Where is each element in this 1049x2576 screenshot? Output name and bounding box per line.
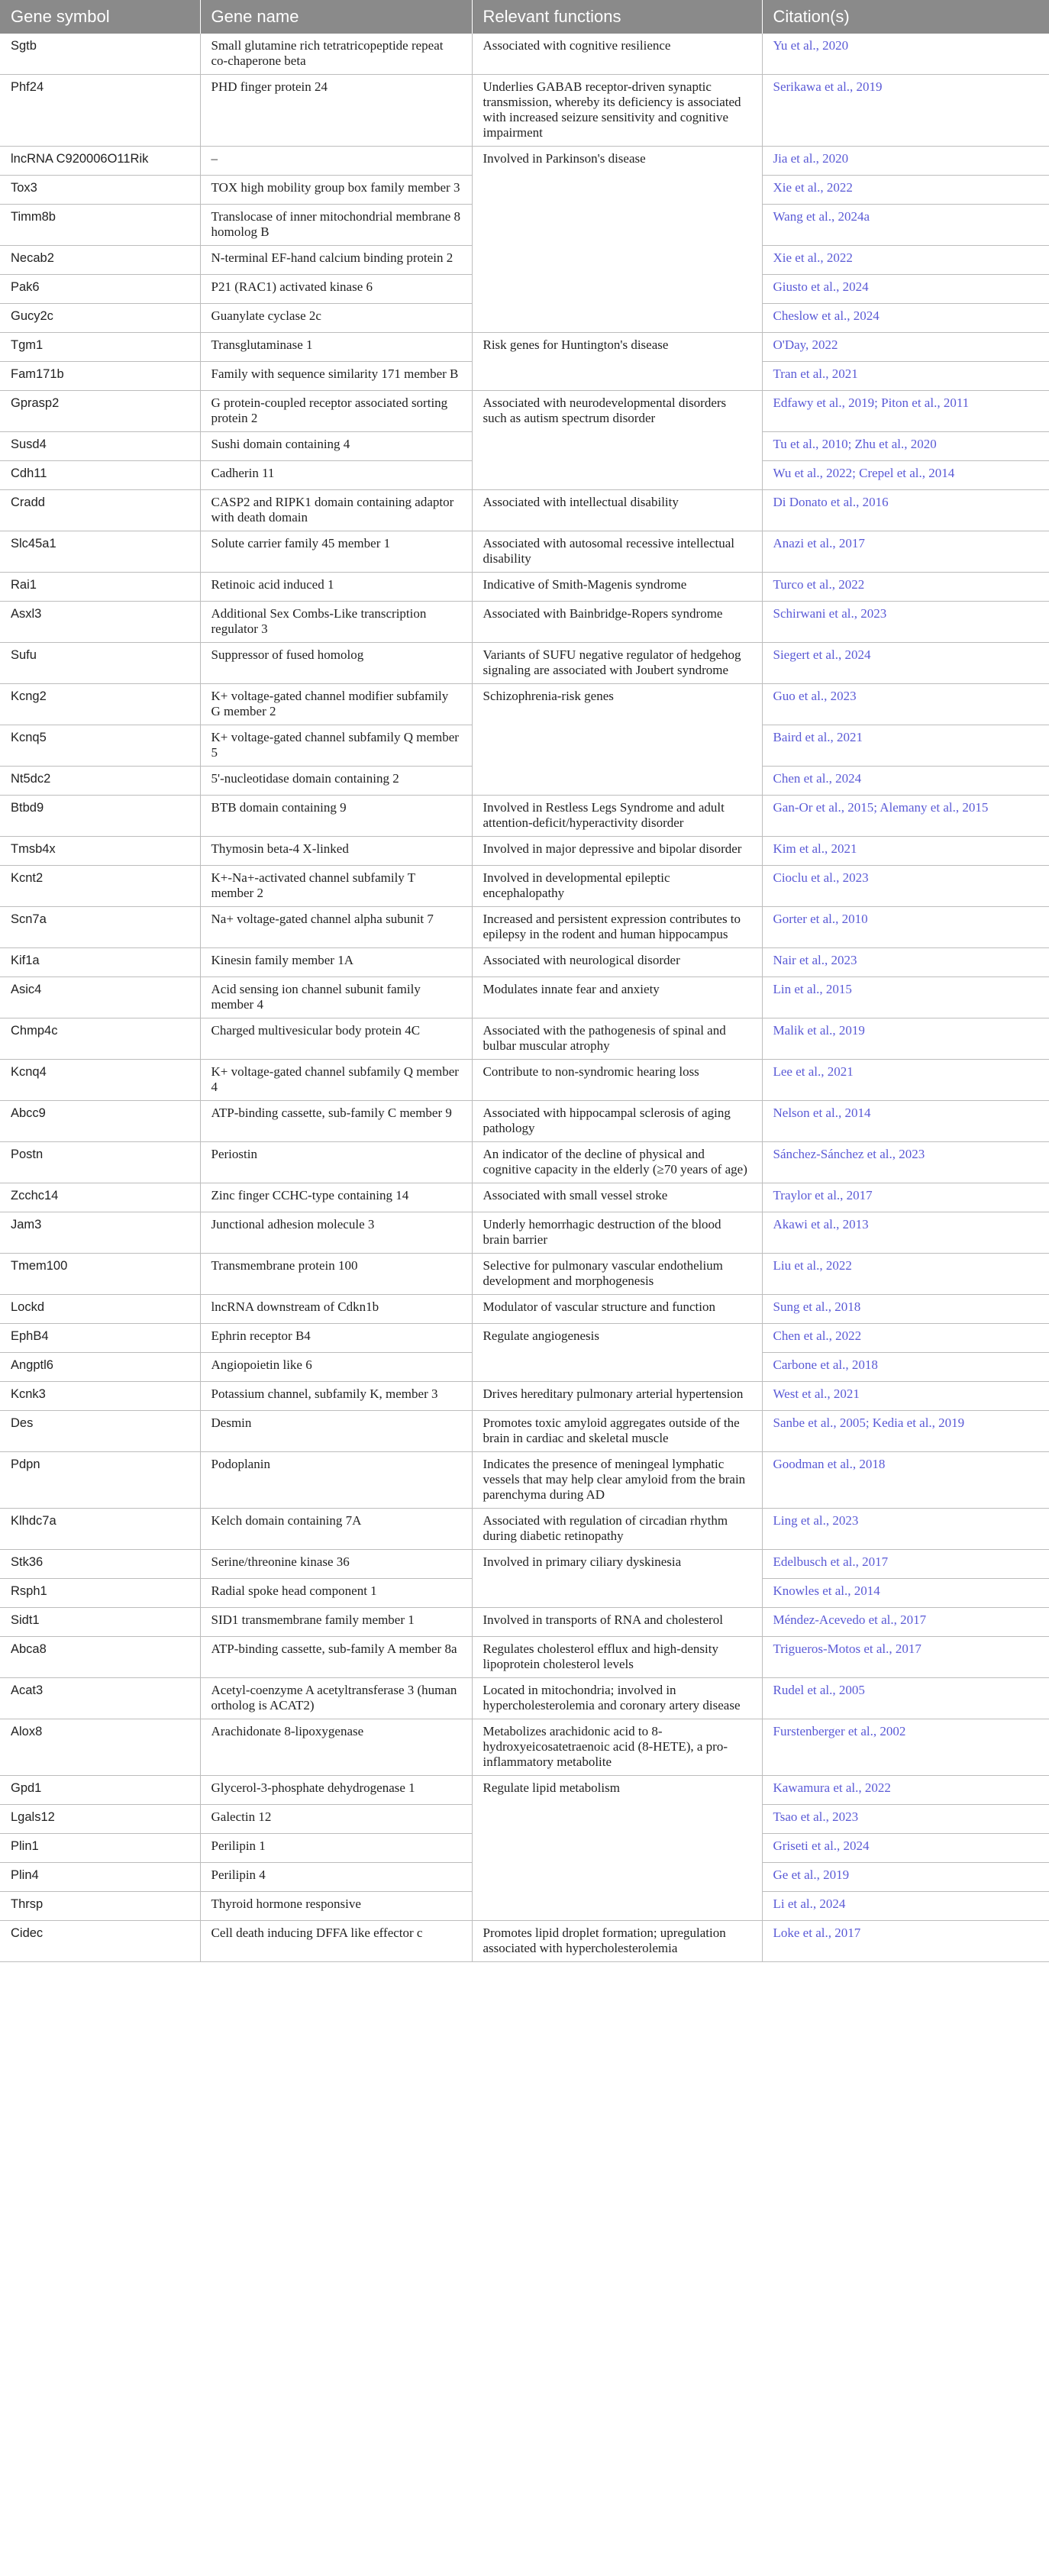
relevant-function-cell: Associated with hippocampal sclerosis of aging pathology	[472, 1101, 762, 1142]
table-row	[0, 1776, 1049, 1805]
citation-link[interactable]: Goodman et al., 2018	[762, 1452, 1049, 1509]
citation-link[interactable]: Chen et al., 2022	[762, 1324, 1049, 1353]
table-row	[0, 1509, 1049, 1550]
gene-symbol-cell: Postn	[0, 1142, 200, 1183]
gene-name-cell: Translocase of inner mitochondrial membrane 8 homolog B	[200, 205, 472, 246]
gene-symbol-cell: Sidt1	[0, 1608, 200, 1637]
gene-symbol-cell: Timm8b	[0, 205, 200, 246]
gene-name-cell: Transglutaminase 1	[200, 333, 472, 362]
gene-symbol-cell: Plin4	[0, 1863, 200, 1892]
table-row	[0, 977, 1049, 1018]
gene-symbol-cell: Abca8	[0, 1637, 200, 1678]
citation-link[interactable]: Kawamura et al., 2022	[762, 1776, 1049, 1805]
gene-name-cell: ATP-binding cassette, sub-family A member 8a	[200, 1637, 472, 1678]
gene-symbol-cell: Gucy2c	[0, 304, 200, 333]
citation-link[interactable]: Tran et al., 2021	[762, 362, 1049, 391]
table-row	[0, 948, 1049, 977]
citation-link[interactable]: Knowles et al., 2014	[762, 1579, 1049, 1608]
citation-link[interactable]: Turco et al., 2022	[762, 573, 1049, 602]
citation-link[interactable]: Nair et al., 2023	[762, 948, 1049, 977]
gene-name-cell: –	[200, 147, 472, 176]
table-row	[0, 837, 1049, 866]
relevant-function-cell: Associated with regulation of circadian rhythm during diabetic retinopathy	[472, 1509, 762, 1550]
gene-symbol-cell: EphB4	[0, 1324, 200, 1353]
citation-link[interactable]: Chen et al., 2024	[762, 767, 1049, 796]
citation-link[interactable]: Edfawy et al., 2019; Piton et al., 2011	[762, 391, 1049, 432]
gene-name-cell: Radial spoke head component 1	[200, 1579, 472, 1608]
gene-name-cell: Acid sensing ion channel subunit family member 4	[200, 977, 472, 1018]
header-citations: Citation(s)	[762, 0, 1049, 34]
gene-name-cell: P21 (RAC1) activated kinase 6	[200, 275, 472, 304]
citation-link[interactable]: Wang et al., 2024a	[762, 205, 1049, 246]
gene-name-cell: K+ voltage-gated channel subfamily Q member 4	[200, 1060, 472, 1101]
table-row	[0, 1637, 1049, 1678]
gene-symbol-cell: Stk36	[0, 1550, 200, 1579]
relevant-function-cell: Modulates innate fear and anxiety	[472, 977, 762, 1018]
table-row	[0, 1060, 1049, 1101]
gene-symbol-cell: Tox3	[0, 176, 200, 205]
relevant-function-cell: Schizophrenia-risk genes	[472, 684, 762, 796]
table-row	[0, 1550, 1049, 1579]
table-row	[0, 866, 1049, 907]
gene-name-cell: K+ voltage-gated channel modifier subfamily G member 2	[200, 684, 472, 725]
gene-name-cell: Junctional adhesion molecule 3	[200, 1212, 472, 1254]
citation-link[interactable]: Cheslow et al., 2024	[762, 304, 1049, 333]
gene-symbol-cell: Klhdc7a	[0, 1509, 200, 1550]
citation-link[interactable]: Sanbe et al., 2005; Kedia et al., 2019	[762, 1411, 1049, 1452]
citation-link[interactable]: Kim et al., 2021	[762, 837, 1049, 866]
relevant-function-cell: Promotes toxic amyloid aggregates outside of the brain in cardiac and skeletal muscle	[472, 1411, 762, 1452]
citation-link[interactable]: O'Day, 2022	[762, 333, 1049, 362]
gene-symbol-cell: Lgals12	[0, 1805, 200, 1834]
gene-name-cell: Family with sequence similarity 171 member B	[200, 362, 472, 391]
table-row	[0, 490, 1049, 531]
gene-symbol-cell: Gpd1	[0, 1776, 200, 1805]
citation-link[interactable]: Nelson et al., 2014	[762, 1101, 1049, 1142]
table-row	[0, 75, 1049, 147]
citation-link[interactable]: Edelbusch et al., 2017	[762, 1550, 1049, 1579]
table-row	[0, 333, 1049, 362]
gene-name-cell: Kinesin family member 1A	[200, 948, 472, 977]
relevant-function-cell: Involved in developmental epileptic encephalopathy	[472, 866, 762, 907]
table-row	[0, 602, 1049, 643]
table-row	[0, 684, 1049, 725]
gene-symbol-cell: Kcnt2	[0, 866, 200, 907]
table-row	[0, 796, 1049, 837]
citation-link[interactable]: Liu et al., 2022	[762, 1254, 1049, 1295]
relevant-function-cell: Associated with autosomal recessive intellectual disability	[472, 531, 762, 573]
table-row	[0, 531, 1049, 573]
table-row	[0, 1324, 1049, 1353]
gene-name-cell: lncRNA downstream of Cdkn1b	[200, 1295, 472, 1324]
gene-symbol-cell: Cidec	[0, 1921, 200, 1962]
gene-symbol-cell: Zcchc14	[0, 1183, 200, 1212]
gene-name-cell: PHD finger protein 24	[200, 75, 472, 147]
table-row	[0, 1142, 1049, 1183]
gene-name-cell: Thymosin beta-4 X-linked	[200, 837, 472, 866]
gene-name-cell: Potassium channel, subfamily K, member 3	[200, 1382, 472, 1411]
relevant-function-cell: Associated with the pathogenesis of spinal and bulbar muscular atrophy	[472, 1018, 762, 1060]
gene-symbol-cell: Nt5dc2	[0, 767, 200, 796]
gene-symbol-cell: Phf24	[0, 75, 200, 147]
gene-name-cell: Na+ voltage-gated channel alpha subunit 7	[200, 907, 472, 948]
relevant-function-cell: Associated with cognitive resilience	[472, 34, 762, 75]
relevant-function-cell: Promotes lipid droplet formation; upregulation associated with hypercholesterolemia	[472, 1921, 762, 1962]
relevant-function-cell: Associated with intellectual disability	[472, 490, 762, 531]
gene-symbol-cell: Asic4	[0, 977, 200, 1018]
relevant-function-cell: Involved in Parkinson's disease	[472, 147, 762, 333]
gene-symbol-cell: Des	[0, 1411, 200, 1452]
citation-link[interactable]: Carbone et al., 2018	[762, 1353, 1049, 1382]
citation-link[interactable]: Trigueros-Motos et al., 2017	[762, 1637, 1049, 1678]
citation-link[interactable]: Loke et al., 2017	[762, 1921, 1049, 1962]
gene-name-cell: CASP2 and RIPK1 domain containing adaptor with death domain	[200, 490, 472, 531]
table-row	[0, 391, 1049, 432]
gene-symbol-cell: Kcng2	[0, 684, 200, 725]
table-row	[0, 1382, 1049, 1411]
relevant-function-cell: Selective for pulmonary vascular endothelium development and morphogenesis	[472, 1254, 762, 1295]
table-row	[0, 1608, 1049, 1637]
citation-link[interactable]: Cioclu et al., 2023	[762, 866, 1049, 907]
gene-name-cell: Transmembrane protein 100	[200, 1254, 472, 1295]
gene-name-cell: Kelch domain containing 7A	[200, 1509, 472, 1550]
gene-symbol-cell: lncRNA C920006O11Rik	[0, 147, 200, 176]
relevant-function-cell: Contribute to non-syndromic hearing loss	[472, 1060, 762, 1101]
gene-symbol-cell: Btbd9	[0, 796, 200, 837]
relevant-function-cell: Associated with neurodevelopmental disorders such as autism spectrum disorder	[472, 391, 762, 490]
gene-symbol-cell: Kcnq4	[0, 1060, 200, 1101]
table-row	[0, 147, 1049, 176]
gene-symbol-cell: Tmsb4x	[0, 837, 200, 866]
table-row	[0, 1719, 1049, 1776]
table-row	[0, 907, 1049, 948]
gene-symbol-cell: Angptl6	[0, 1353, 200, 1382]
gene-symbol-cell: Thrsp	[0, 1892, 200, 1921]
relevant-function-cell: Located in mitochondria; involved in hypercholesterolemia and coronary artery disease	[472, 1678, 762, 1719]
relevant-function-cell: Metabolizes arachidonic acid to 8-hydroxyeicosatetraenoic acid (8-HETE), a pro-inflammatory metabolite	[472, 1719, 762, 1776]
gene-name-cell: Sushi domain containing 4	[200, 432, 472, 461]
citation-link[interactable]: Di Donato et al., 2016	[762, 490, 1049, 531]
table-row	[0, 1018, 1049, 1060]
citation-link[interactable]: Giusto et al., 2024	[762, 275, 1049, 304]
gene-symbol-cell: Alox8	[0, 1719, 200, 1776]
gene-name-cell: Thyroid hormone responsive	[200, 1892, 472, 1921]
relevant-function-cell: Associated with neurological disorder	[472, 948, 762, 977]
table-row	[0, 1452, 1049, 1509]
gene-symbol-cell: Pak6	[0, 275, 200, 304]
gene-name-cell: N-terminal EF-hand calcium binding protein 2	[200, 246, 472, 275]
table-row	[0, 1183, 1049, 1212]
relevant-function-cell: Drives hereditary pulmonary arterial hypertension	[472, 1382, 762, 1411]
gene-name-cell: Zinc finger CCHC-type containing 14	[200, 1183, 472, 1212]
citation-link[interactable]: Guo et al., 2023	[762, 684, 1049, 725]
citation-link[interactable]: Li et al., 2024	[762, 1892, 1049, 1921]
gene-name-cell: TOX high mobility group box family member 3	[200, 176, 472, 205]
gene-symbol-cell: Lockd	[0, 1295, 200, 1324]
relevant-function-cell: Underlies GABAB receptor-driven synaptic transmission, whereby its deficiency is associated with increased seizure sensitivity and cognitive impairment	[472, 75, 762, 147]
citation-link[interactable]: Tu et al., 2010; Zhu et al., 2020	[762, 432, 1049, 461]
gene-symbol-cell: Fam171b	[0, 362, 200, 391]
gene-name-cell: Podoplanin	[200, 1452, 472, 1509]
gene-symbol-cell: Cradd	[0, 490, 200, 531]
gene-symbol-cell: Necab2	[0, 246, 200, 275]
table-row	[0, 1921, 1049, 1962]
gene-name-cell: Desmin	[200, 1411, 472, 1452]
table-row	[0, 1254, 1049, 1295]
header-gene-name: Gene name	[200, 0, 472, 34]
gene-name-cell: G protein-coupled receptor associated sorting protein 2	[200, 391, 472, 432]
citation-link[interactable]: Gorter et al., 2010	[762, 907, 1049, 948]
citation-link[interactable]: Yu et al., 2020	[762, 34, 1049, 75]
gene-name-cell: Glycerol-3-phosphate dehydrogenase 1	[200, 1776, 472, 1805]
table-row	[0, 1212, 1049, 1254]
citation-link[interactable]: Griseti et al., 2024	[762, 1834, 1049, 1863]
citation-link[interactable]: Sánchez-Sánchez et al., 2023	[762, 1142, 1049, 1183]
table-row	[0, 1101, 1049, 1142]
citation-link[interactable]: Xie et al., 2022	[762, 176, 1049, 205]
citation-link[interactable]: Sung et al., 2018	[762, 1295, 1049, 1324]
gene-symbol-cell: Gprasp2	[0, 391, 200, 432]
gene-name-cell: Additional Sex Combs-Like transcription regulator 3	[200, 602, 472, 643]
citation-link[interactable]: West et al., 2021	[762, 1382, 1049, 1411]
citation-link[interactable]: Jia et al., 2020	[762, 147, 1049, 176]
gene-name-cell: Suppressor of fused homolog	[200, 643, 472, 684]
relevant-function-cell: Regulate angiogenesis	[472, 1324, 762, 1382]
gene-symbol-cell: Rai1	[0, 573, 200, 602]
gene-name-cell: Charged multivesicular body protein 4C	[200, 1018, 472, 1060]
gene-name-cell: Cadherin 11	[200, 461, 472, 490]
gene-symbol-cell: Scn7a	[0, 907, 200, 948]
table-header	[0, 0, 1049, 34]
gene-symbol-cell: Cdh11	[0, 461, 200, 490]
relevant-function-cell: Variants of SUFU negative regulator of hedgehog signaling are associated with Joubert syndrome	[472, 643, 762, 684]
citation-link[interactable]: Serikawa et al., 2019	[762, 75, 1049, 147]
gene-symbol-cell: Slc45a1	[0, 531, 200, 573]
relevant-function-cell: Involved in Restless Legs Syndrome and adult attention-deficit/hyperactivity disorder	[472, 796, 762, 837]
gene-name-cell: Arachidonate 8-lipoxygenase	[200, 1719, 472, 1776]
citation-link[interactable]: Traylor et al., 2017	[762, 1183, 1049, 1212]
table-body	[0, 34, 1049, 1962]
citation-link[interactable]: Anazi et al., 2017	[762, 531, 1049, 573]
gene-name-cell: Acetyl-coenzyme A acetyltransferase 3 (human ortholog is ACAT2)	[200, 1678, 472, 1719]
header-row	[0, 0, 1049, 34]
gene-name-cell: Ephrin receptor B4	[200, 1324, 472, 1353]
table-row	[0, 34, 1049, 75]
gene-name-cell: Solute carrier family 45 member 1	[200, 531, 472, 573]
citation-link[interactable]: Lin et al., 2015	[762, 977, 1049, 1018]
gene-symbol-cell: Plin1	[0, 1834, 200, 1863]
relevant-function-cell: Involved in transports of RNA and cholesterol	[472, 1608, 762, 1637]
gene-symbol-cell: Kcnq5	[0, 725, 200, 767]
relevant-function-cell: An indicator of the decline of physical and cognitive capacity in the elderly (≥70 years of age)	[472, 1142, 762, 1183]
gene-name-cell: Angiopoietin like 6	[200, 1353, 472, 1382]
citation-link[interactable]: Gan-Or et al., 2015; Alemany et al., 2015	[762, 796, 1049, 837]
table-row	[0, 643, 1049, 684]
relevant-function-cell: Indicates the presence of meningeal lymphatic vessels that may help clear amyloid from the brain parenchyma during AD	[472, 1452, 762, 1509]
citation-link[interactable]: Furstenberger et al., 2002	[762, 1719, 1049, 1776]
citation-link[interactable]: Ling et al., 2023	[762, 1509, 1049, 1550]
gene-name-cell: K+ voltage-gated channel subfamily Q member 5	[200, 725, 472, 767]
table-row	[0, 1295, 1049, 1324]
gene-name-cell: BTB domain containing 9	[200, 796, 472, 837]
gene-symbol-cell: Jam3	[0, 1212, 200, 1254]
table-row	[0, 573, 1049, 602]
gene-symbol-cell: Sgtb	[0, 34, 200, 75]
table-row	[0, 1678, 1049, 1719]
gene-name-cell: Perilipin 1	[200, 1834, 472, 1863]
gene-name-cell: Small glutamine rich tetratricopeptide repeat co-chaperone beta	[200, 34, 472, 75]
gene-symbol-cell: Rsph1	[0, 1579, 200, 1608]
header-gene-symbol: Gene symbol	[0, 0, 200, 34]
gene-symbol-cell: Kcnk3	[0, 1382, 200, 1411]
gene-name-cell: ATP-binding cassette, sub-family C member 9	[200, 1101, 472, 1142]
gene-name-cell: Galectin 12	[200, 1805, 472, 1834]
gene-symbol-cell: Chmp4c	[0, 1018, 200, 1060]
gene-name-cell: Serine/threonine kinase 36	[200, 1550, 472, 1579]
gene-name-cell: Cell death inducing DFFA like effector c	[200, 1921, 472, 1962]
header-relevant-functions: Relevant functions	[472, 0, 762, 34]
gene-symbol-cell: Abcc9	[0, 1101, 200, 1142]
relevant-function-cell: Risk genes for Huntington's disease	[472, 333, 762, 391]
gene-symbol-cell: Pdpn	[0, 1452, 200, 1509]
gene-name-cell: 5'-nucleotidase domain containing 2	[200, 767, 472, 796]
gene-name-cell: Guanylate cyclase 2c	[200, 304, 472, 333]
citation-link[interactable]: Lee et al., 2021	[762, 1060, 1049, 1101]
citation-link[interactable]: Baird et al., 2021	[762, 725, 1049, 767]
gene-symbol-cell: Tmem100	[0, 1254, 200, 1295]
table-row	[0, 1411, 1049, 1452]
relevant-function-cell: Associated with small vessel stroke	[472, 1183, 762, 1212]
relevant-function-cell: Regulates cholesterol efflux and high-density lipoprotein cholesterol levels	[472, 1637, 762, 1678]
gene-symbol-cell: Acat3	[0, 1678, 200, 1719]
relevant-function-cell: Increased and persistent expression contributes to epilepsy in the rodent and human hippocampus	[472, 907, 762, 948]
gene-symbol-cell: Tgm1	[0, 333, 200, 362]
citation-link[interactable]: Akawi et al., 2013	[762, 1212, 1049, 1254]
gene-name-cell: SID1 transmembrane family member 1	[200, 1608, 472, 1637]
relevant-function-cell: Involved in primary ciliary dyskinesia	[472, 1550, 762, 1608]
citation-link[interactable]: Malik et al., 2019	[762, 1018, 1049, 1060]
citation-link[interactable]: Méndez-Acevedo et al., 2017	[762, 1608, 1049, 1637]
citation-link[interactable]: Wu et al., 2022; Crepel et al., 2014	[762, 461, 1049, 490]
gene-name-cell: Retinoic acid induced 1	[200, 573, 472, 602]
gene-name-cell: Perilipin 4	[200, 1863, 472, 1892]
gene-symbol-cell: Susd4	[0, 432, 200, 461]
gene-name-cell: Periostin	[200, 1142, 472, 1183]
citation-link[interactable]: Tsao et al., 2023	[762, 1805, 1049, 1834]
gene-symbol-cell: Kif1a	[0, 948, 200, 977]
citation-link[interactable]: Siegert et al., 2024	[762, 643, 1049, 684]
relevant-function-cell: Associated with Bainbridge-Ropers syndrome	[472, 602, 762, 643]
gene-name-cell: K+-Na+-activated channel subfamily T member 2	[200, 866, 472, 907]
citation-link[interactable]: Rudel et al., 2005	[762, 1678, 1049, 1719]
gene-symbol-cell: Sufu	[0, 643, 200, 684]
relevant-function-cell: Modulator of vascular structure and function	[472, 1295, 762, 1324]
relevant-function-cell: Regulate lipid metabolism	[472, 1776, 762, 1921]
relevant-function-cell: Involved in major depressive and bipolar disorder	[472, 837, 762, 866]
citation-link[interactable]: Ge et al., 2019	[762, 1863, 1049, 1892]
relevant-function-cell: Underly hemorrhagic destruction of the blood brain barrier	[472, 1212, 762, 1254]
citation-link[interactable]: Schirwani et al., 2023	[762, 602, 1049, 643]
gene-symbol-cell: Asxl3	[0, 602, 200, 643]
relevant-function-cell: Indicative of Smith-Magenis syndrome	[472, 573, 762, 602]
citation-link[interactable]: Xie et al., 2022	[762, 246, 1049, 275]
